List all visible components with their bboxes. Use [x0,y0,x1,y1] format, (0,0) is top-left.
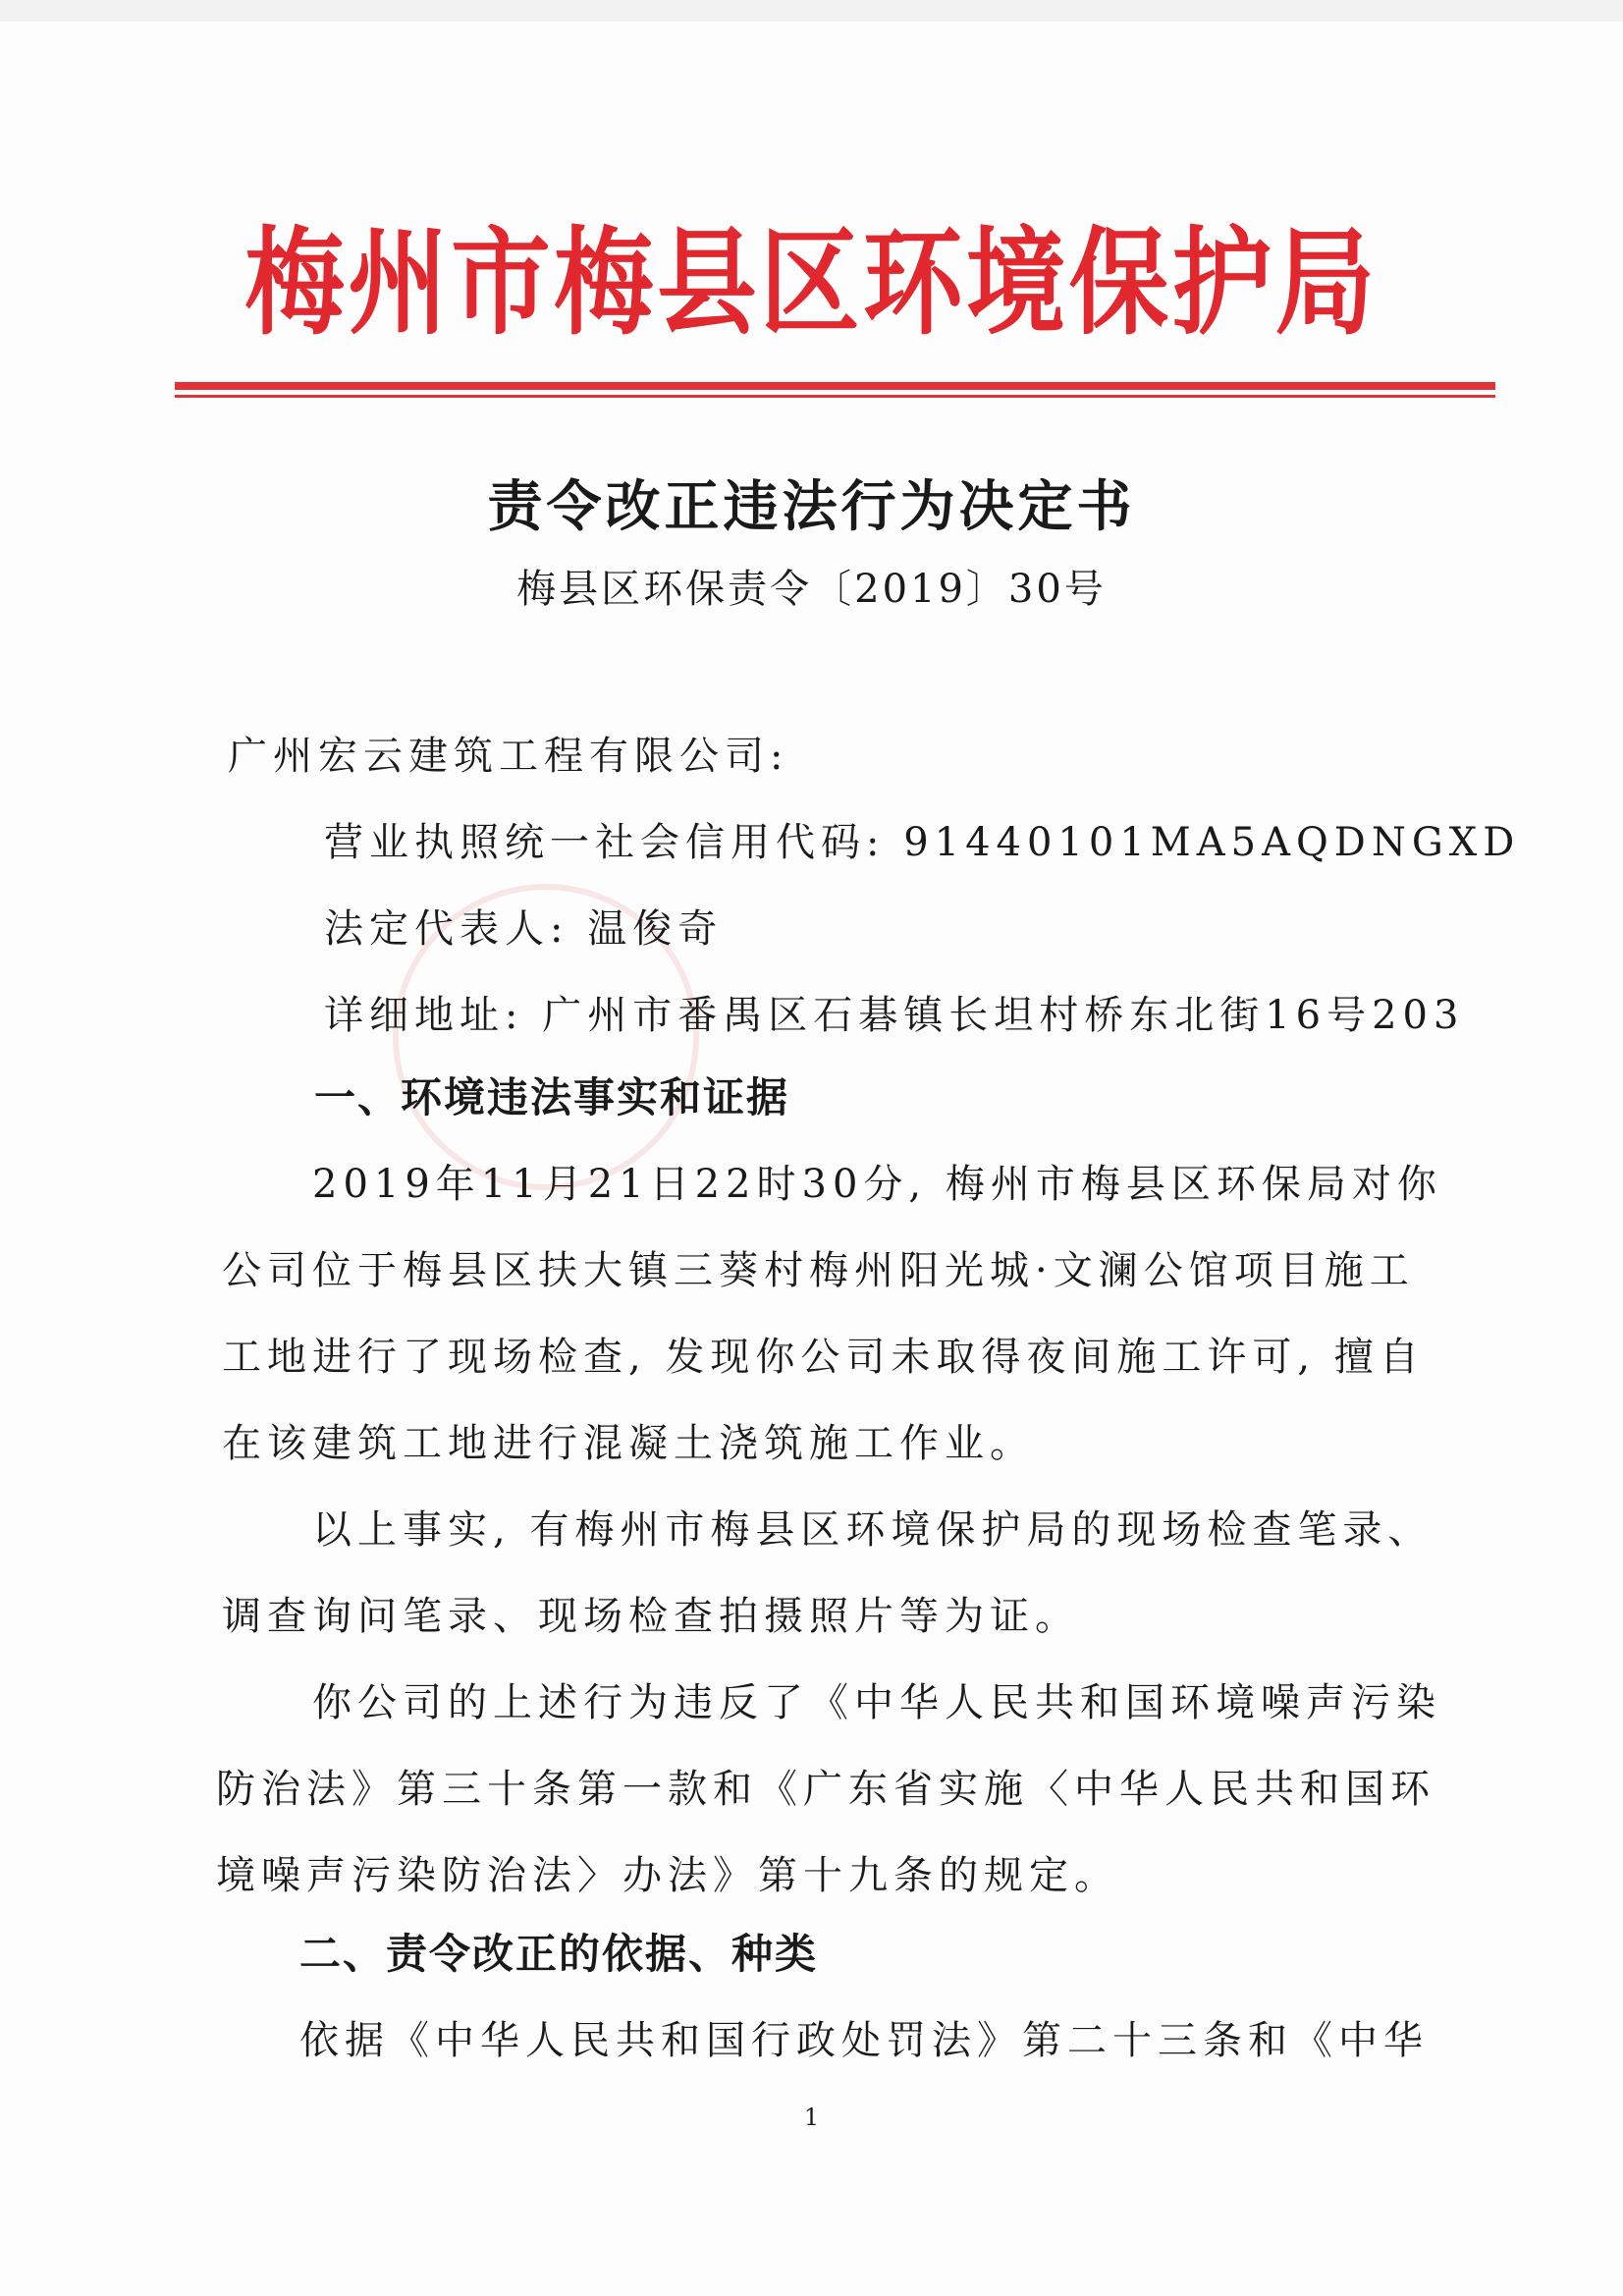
paragraph-line: 你公司的上述行为违反了《中华人民共和国环境噪声污染 [312,1680,1441,1725]
page-number: 1 [803,2104,820,2131]
organization-letterhead: 梅州市梅县区环境保护局 [244,215,1379,351]
paragraph-line: 防治法》第三十条第一款和《广东省实施〈中华人民共和国环 [216,1767,1435,1812]
paragraph-line: 境噪声污染防治法〉办法》第十九条的规定。 [216,1853,1119,1898]
paragraph-line: 在该建筑工地进行混凝土浇筑施工作业。 [222,1421,1035,1466]
letterhead-rule-thick [175,382,1495,390]
paragraph-line: 公司位于梅县区扶大镇三葵村梅州阳光城·文澜公馆项目施工 [222,1248,1415,1293]
scan-edge [0,0,1623,22]
section-heading: 二、责令改正的依据、种类 [299,1930,819,1978]
recipient-name: 广州宏云建筑工程有限公司: [228,734,789,779]
paragraph-line: 以上事实, 有梅州市梅县区环境保护局的现场检查笔录、 [312,1507,1434,1553]
paragraph-line: 调查询问笔录、现场检查拍摄照片等为证。 [222,1594,1080,1639]
paragraph-line: 依据《中华人民共和国行政处罚法》第二十三条和《中华 [299,2018,1429,2063]
paragraph-line: 2019年11月21日22时30分, 梅州市梅县区环保局对你 [312,1162,1442,1207]
paragraph-line: 工地进行了现场检查, 发现你公司未取得夜间施工许可, 擅自 [222,1335,1425,1380]
letterhead-rule-thin [175,395,1495,398]
address: 详细地址: 广州市番禺区石碁镇长坦村桥东北街16号203 [324,993,1465,1038]
document-title: 责令改正违法行为决定书 [487,475,1136,539]
section-heading: 一、环境违法事实和证据 [314,1073,790,1121]
credit-code: 营业执照统一社会信用代码: 91440101MA5AQDNGXD [324,820,1521,865]
document-number: 梅县区环保责令〔2019〕30号 [516,567,1107,612]
legal-representative: 法定代表人: 温俊奇 [324,906,724,952]
